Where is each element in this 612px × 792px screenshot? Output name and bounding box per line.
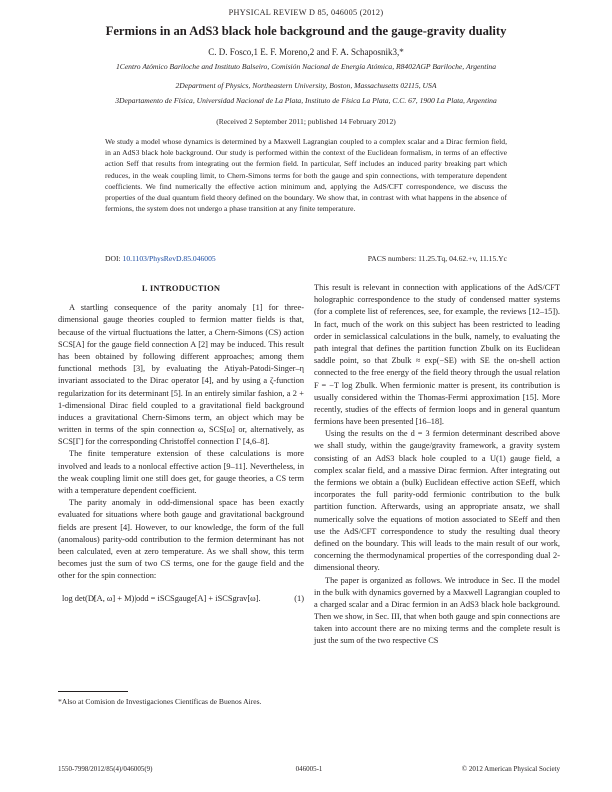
intro-paragraph-3: The parity anomaly in odd-dimensional space has been exactly evaluated for situations where both gauge and gravitational background fields are present [4]. However, to our knowledge, the form of the full (anomalous) parity-odd contribution to the fermion determinant has not been calculated, even at zero temperature. As we shall show, this term becomes just the sum of two CS terms, one for the gauge field and the other for the spin connection:	[58, 498, 304, 581]
section-heading: I. INTRODUCTION	[141, 283, 221, 293]
equation-1	[58, 593, 304, 609]
right-column	[314, 282, 560, 648]
doi-link[interactable]: 10.1103/PhysRevD.85.046005	[122, 254, 216, 263]
running-head: PHYSICAL REVIEW D 85, 046005 (2012)	[228, 8, 384, 17]
footnote: *Also at Comision de Investigaciones Científicas de Buenos Aires.	[58, 697, 262, 706]
pacs-numbers: PACS numbers: 11.25.Tq, 04.62.+v, 11.15.Yc	[367, 254, 507, 263]
intro-paragraph-2: The finite temperature extension of these calculations is more involved and leads to a nonlocal effective action [9–11]. Nevertheless, in the weak coupling limit one still does get, for gauge theories, a CS term with a temperature dependent coefficient.	[58, 449, 304, 495]
equation-number: (1)	[294, 593, 304, 603]
doi-label: DOI:	[105, 254, 123, 263]
footer-page-number: 046005-1	[295, 765, 323, 773]
intro-paragraph-5: Using the results on the d = 3 fermion determinant described above we shall study, within the gauge/gravity framework, a gravity system consisting of an AdS3 black hole coupled to a U(1) gauge field, a complex scalar field, and a massive Dirac fermion. After integrating out the fermions we obtain a (bulk) Euclidean effective action SEeff, which incorporates the full parity-odd fermionic contribution to the bulk partition function. Afterwards, using an appropriate ansatz, we shall numerically solve the equations of motion associated to SEeff and then use the AdS/CFT correspondence to study the resulting dual theory defined on the boundary. This will leads to the main result of our work, concerning the thermodynamical properties of the corresponding dual 2-dimensional theory.	[314, 429, 560, 573]
footer-copyright: © 2012 American Physical Society	[461, 765, 560, 773]
footer-issn: 1550-7998/2012/85(4)/046005(9)	[58, 765, 153, 773]
affiliation-1: 1Centro Atómico Bariloche and Instituto Balseiro, Comisión Nacional de Energía Atómica, R8402AGP Bariloche, Argentina	[115, 62, 497, 71]
footnote-divider	[58, 691, 128, 692]
article-title: Fermions in an AdS3 black hole background and the gauge-gravity duality	[105, 24, 507, 38]
left-column	[58, 282, 304, 615]
intro-paragraph-6: The paper is organized as follows. We introduce in Sec. II the model in the bulk with dynamics governed by a Maxwell Lagrangian coupled to a charged scalar and a Dirac fermion in an AdS3 black hole background. Then we show, in Sec. III, that when both gauge and spin connections are taken into account there are no mixing terms and the complete result is just the sum of the two respective CS	[314, 575, 560, 646]
affiliation-2: 2Department of Physics, Northeastern University, Boston, Massachusetts 02115, USA	[175, 81, 437, 90]
equation-body: log det(D̸[A, ω] + M)|odd = iSCSgauge[A] + iSCSgrav[ω].	[62, 593, 261, 603]
abstract: We study a model whose dynamics is determined by a Maxwell Lagrangian coupled to a complex scalar and a Dirac fermion field, in an AdS3 black hole background. Our study is performed within the context of the Euclidean formalism, in terms of an effective action Seff that results from integrating out the fermion field. In particular, Seff includes an induced parity breaking part which reduces, in the weak coupling limit, to Chern-Simons terms for both the gauge and spin connections, with temperature dependent coefficients. We find numerically the effective action minimum and, applying the AdS/CFT correspondence, we discuss the properties of the dual quantum field theory defined on the boundary. We show that, in contrast with what happens in the absence of fermions, the system does not undergo a phase transition at any finite temperature.	[105, 137, 507, 214]
intro-paragraph-4: This result is relevant in connection with applications of the AdS/CFT holographic correspondence to the study of condensed matter systems (for a complete list of references, see, for example, the reviews [12–15]). In fact, much of the work on this subject has been restricted to leading order in semiclassical calculations in the bulk, namely, to evaluating the path integral that defines the partition function Zbulk on its Euclidean saddle point, so that Zbulk ≈ exp(−SE) with SE the on-shell action connected to the free energy of the field theory through the usual relation F = −T log Zbulk. When fermionic matter is present, its contribution is usually considered within the Thomas-Fermi approximation [15]. More recently, studies of the effects of fermion loops and in general quantum fermions have been presented [16–18].	[314, 283, 560, 427]
intro-paragraph-1: A startling consequence of the parity anomaly [1] for three-dimensional gauge theories coupled to fermion matter fields is that, because of the virtual fluctuations the latter, a Chern-Simons (CS) action SCS[A] for the gauge field connection A [2] may be induced. This result has been obtained by following different approaches; among them functional methods [3], by evaluating the Atiyah-Patodi-Singer–η invariant associated to the Dirac operator [4], and by using a ζ-function regularization for its determinant [5]. In an entirely similar fashion, a 2 + 1-dimensional Dirac field coupled to a gravitational field background induces a gravitational Chern-Simons term, an object which may be written in terms of the spin connection ω, SCS[ω] or, alternatively, as SCS[Γ] for the corresponding Christoffel connection Γ [4,6–8].	[58, 303, 304, 447]
received-dates: (Received 2 September 2011; published 14 February 2012)	[216, 117, 396, 126]
doi-pacs-line	[105, 254, 507, 263]
author-list: C. D. Fosco,1 E. F. Moreno,2 and F. A. Schaposnik3,*	[208, 47, 404, 57]
affiliation-3: 3Departamento de Física, Universidad Nacional de La Plata, Instituto de Física La Plata, C.C. 67, 1900 La Plata, Argentina	[115, 96, 497, 105]
